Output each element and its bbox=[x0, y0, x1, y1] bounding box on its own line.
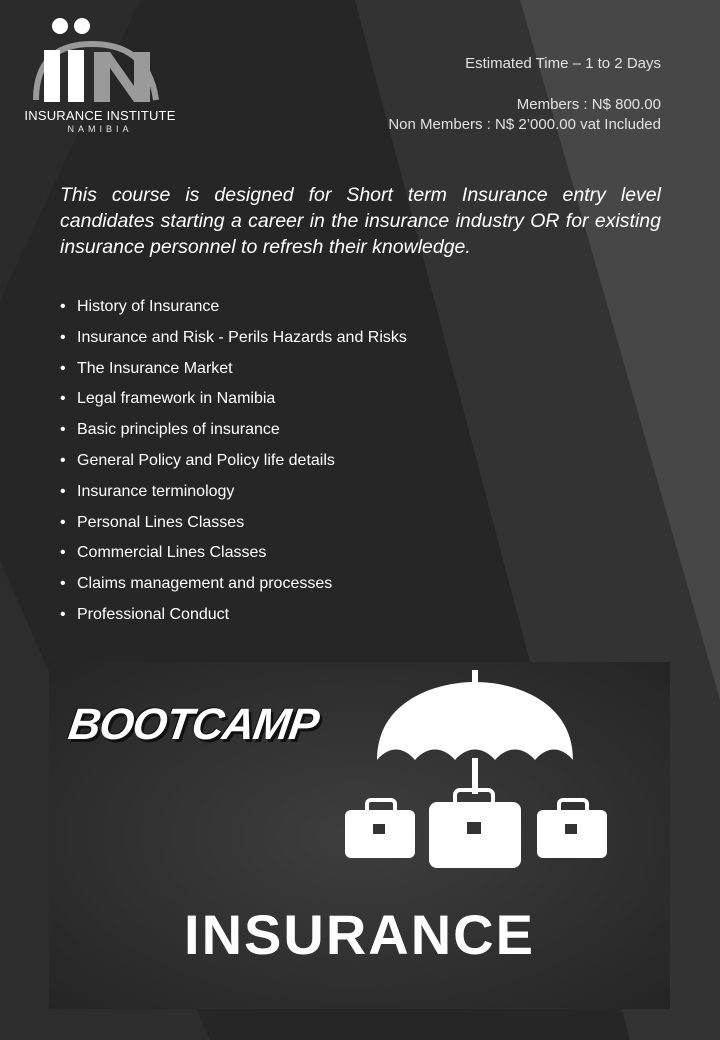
topic-item: • Legal framework in Namibia bbox=[60, 388, 407, 419]
topic-item: • Commercial Lines Classes bbox=[60, 542, 407, 573]
topic-item: • Claims management and processes bbox=[60, 573, 407, 604]
price-non-members: Non Members : N$ 2’000.00 vat Included bbox=[388, 116, 661, 133]
institute-logo bbox=[22, 16, 178, 138]
topic-list bbox=[60, 296, 407, 635]
bootcamp-banner bbox=[49, 662, 670, 1009]
topic-item: • Personal Lines Classes bbox=[60, 512, 407, 543]
topic-item: • Insurance and Risk - Perils Hazards and Risks bbox=[60, 327, 407, 358]
logo-country: NAMIBIA bbox=[67, 124, 133, 134]
topic-item: • Basic principles of insurance bbox=[60, 419, 407, 450]
topic-item: • General Policy and Policy life details bbox=[60, 450, 407, 481]
briefcase-icon bbox=[429, 790, 521, 868]
price-members: Members : N$ 800.00 bbox=[516, 96, 661, 113]
insurance-wordmark: INSURANCE bbox=[184, 903, 535, 966]
estimated-time: Estimated Time – 1 to 2 Days bbox=[465, 55, 661, 72]
topic-item: • Professional Conduct bbox=[60, 604, 407, 635]
bootcamp-title: BOOTCAMP bbox=[65, 700, 322, 749]
topic-item: • The Insurance Market bbox=[60, 358, 407, 389]
briefcase-icon bbox=[345, 800, 415, 858]
umbrella-icon bbox=[377, 670, 573, 794]
logo-org-name: INSURANCE INSTITUTE bbox=[24, 108, 176, 123]
topic-item: • History of Insurance bbox=[60, 296, 407, 327]
topic-item: • Insurance terminology bbox=[60, 481, 407, 512]
logo-mark-icon bbox=[22, 16, 178, 108]
course-description: This course is designed for Short term Insurance entry level candidates starting a career in the insurance industry OR for existing insurance personnel to refresh their knowledge. bbox=[60, 184, 661, 258]
briefcase-icon bbox=[537, 800, 607, 858]
